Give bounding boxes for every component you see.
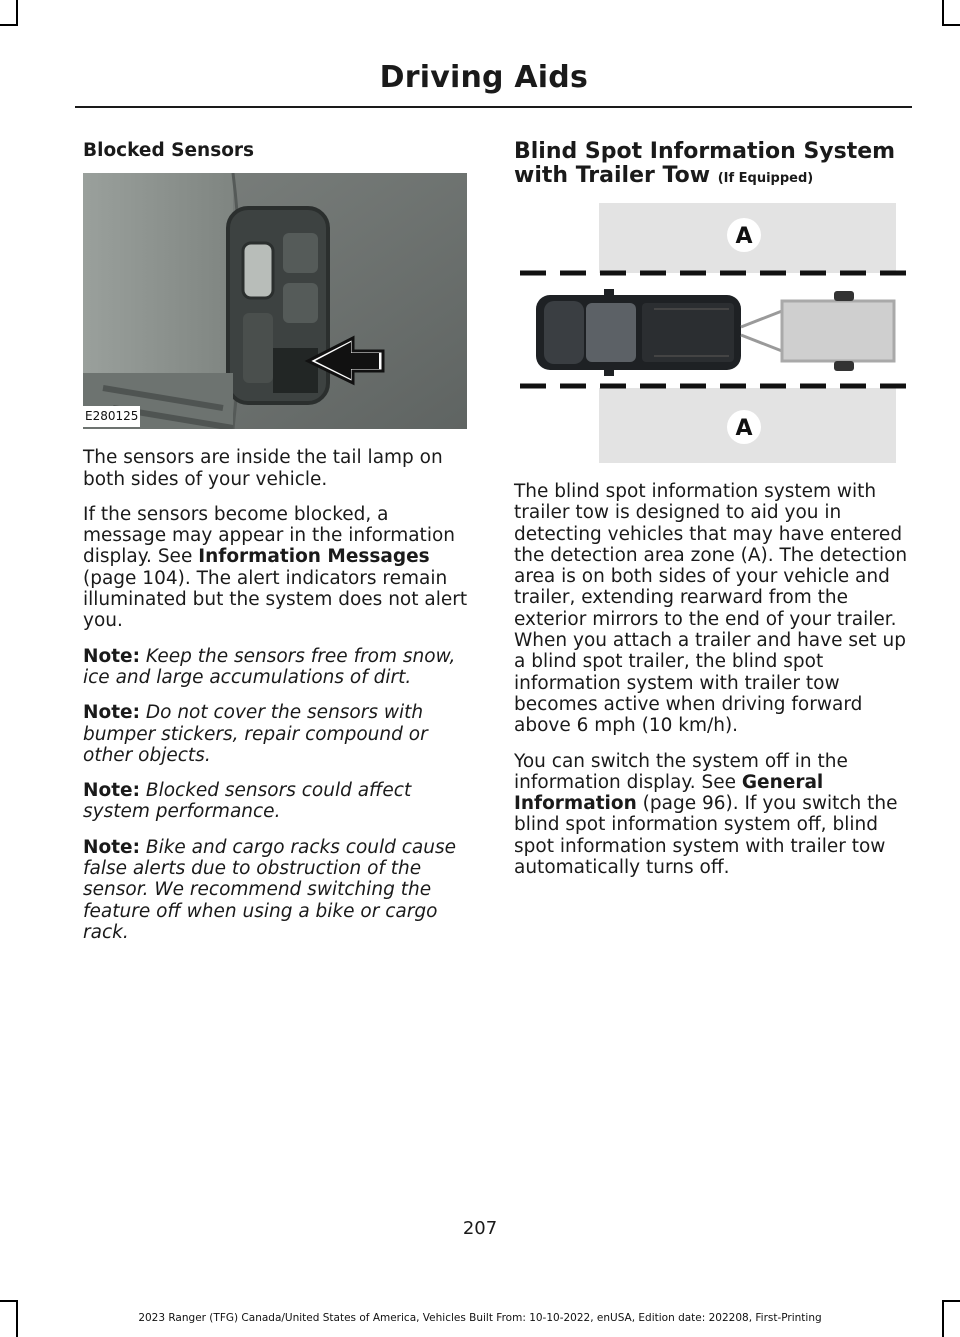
tail-lamp-illustration — [83, 173, 467, 429]
paragraph-switch-off: You can switch the system off in the information display. See General Information (page 96). If you switch the blind spot information system off, blind spot information system with trailer tow automatically turns off. — [514, 750, 898, 879]
blind-spot-zone-figure — [514, 203, 908, 463]
page-footer: 2023 Ranger (TFG) Canada/United States of America, Vehicles Built From: 10-10-2022, enUSA, Edition date: 202208, First-Printing — [138, 1312, 822, 1324]
crop-mark-top-right-v — [942, 0, 944, 26]
section-heading-blis-trailer: Blind Spot Information System with Trailer Tow (If Equipped) — [514, 139, 896, 188]
paragraph-sensor-location: The sensors are inside the tail lamp on both sides of your vehicle. — [83, 447, 443, 490]
paragraph-blocked-message: If the sensors become blocked, a message may appear in the information display. See Information Messages (page 104). The alert indicators remain illuminated but the system does not alert you. — [83, 503, 468, 632]
crop-mark-top-left-v — [16, 0, 18, 26]
section-heading-blocked-sensors: Blocked Sensors — [83, 140, 255, 161]
truck-top-view — [536, 289, 741, 376]
crop-mark-bottom-left-h — [0, 1300, 18, 1302]
link-general-information[interactable]: General Information — [514, 771, 824, 815]
header-rule — [75, 106, 912, 108]
left-column — [83, 140, 476, 957]
zone-label-top: A — [735, 224, 753, 249]
crop-mark-top-right-h — [942, 24, 960, 26]
page-title: Driving Aids — [379, 60, 588, 95]
paragraph-blis-description: The blind spot information system with trailer tow is designed to aid you in detecting vehicles that may have entered the detection area zone (A). The detection area is on both sides of your vehicle and trailer, extending rearward from the exterior mirrors to the end of your trailer. When you attach a trailer and have set up a blind spot trailer, the blind spot information system with trailer tow becomes active when driving forward above 6 mph (10 km/h). — [514, 481, 908, 737]
note-1: Note: Keep the sensors free from snow, ice and large accumulations of dirt. — [83, 645, 456, 688]
tail-lamp-figure — [83, 173, 467, 429]
note-2: Note: Do not cover the sensors with bumper stickers, repair compound or other objects. — [83, 702, 428, 766]
blind-spot-zone-diagram — [514, 203, 908, 463]
note-4: Note: Bike and cargo racks could cause false alerts due to obstruction of the sensor. We recommend switching the feature off when using a bike or cargo rack. — [83, 836, 457, 943]
crop-mark-bottom-right-h — [942, 1300, 960, 1302]
figure-id: E280125 — [83, 406, 140, 427]
zone-label-bottom: A — [735, 416, 753, 441]
crop-mark-top-left-h — [0, 24, 18, 26]
link-information-messages[interactable]: Information Messages — [198, 546, 430, 568]
page-number: 207 — [462, 1218, 498, 1239]
right-column — [514, 140, 908, 892]
note-3: Note: Blocked sensors could affect system performance. — [83, 780, 412, 823]
